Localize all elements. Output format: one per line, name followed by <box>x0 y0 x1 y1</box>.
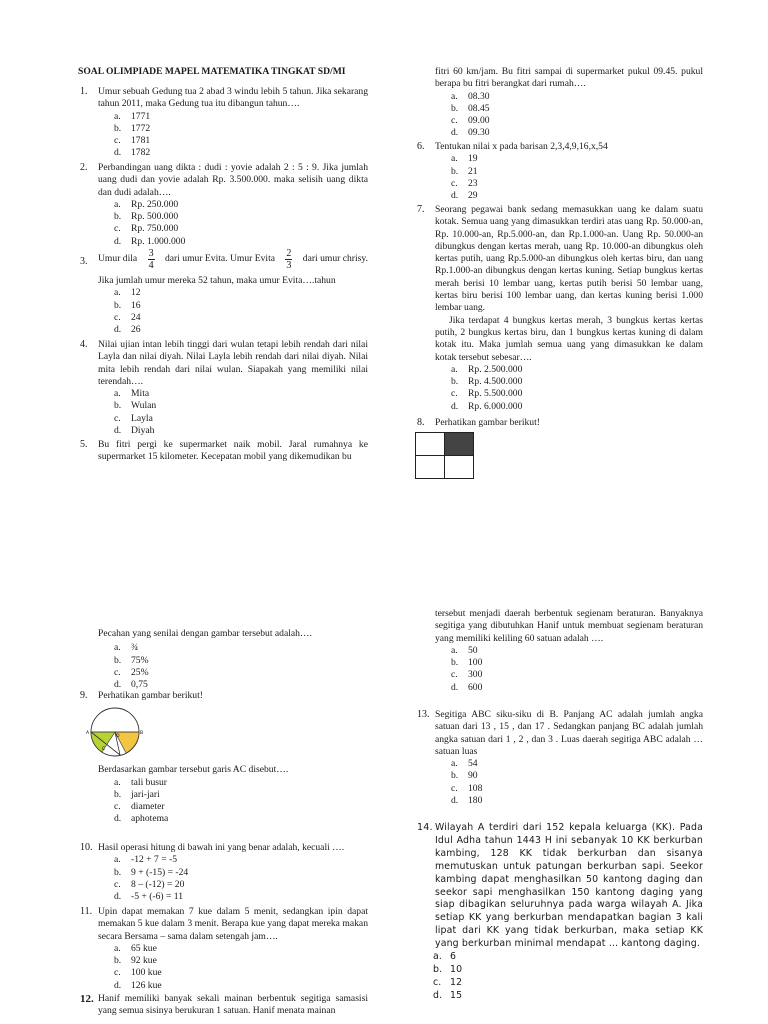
option-letter: d. <box>451 127 459 139</box>
question-text: Bu fitri pergi ke supermarket naik mobil. Jaral rumahnya ke supermarket 15 kilometer. Kecepatan mobil yang dikemudikan bu <box>98 439 368 463</box>
option-text: 54 <box>468 758 478 770</box>
option-text: Mita <box>131 388 150 400</box>
question-number: 13. <box>417 709 430 720</box>
option-text: 6 <box>450 951 457 963</box>
fraction-denominator: 3 <box>286 260 292 271</box>
option-d[interactable] <box>114 236 368 248</box>
question-text: Hanif memiliki banyak sekali mainan berbentuk segitiga samasisi yang semua sisinya berukuran 1 satuan. Hanif menata mainan <box>98 993 368 1017</box>
question-9 <box>78 690 368 826</box>
question-text-2: Jika terdapat 4 bungkus kertas merah, 3 bungkus kertas kertas putih, 2 bungkus kertas biru, dan 1 bungkus kertas kuning di dalam kotak itu. Maka jumlah semua uang yang dimasukkan ke dalam kotak tersebut sebesar…. <box>435 314 703 363</box>
page-title: SOAL OLIMPIADE MAPEL MATEMATIKA TINGKAT SD/MI <box>78 66 346 77</box>
option-text: Rp. 250.000 <box>131 198 179 210</box>
option-letter: c. <box>114 412 121 424</box>
options-list <box>451 645 703 694</box>
question-8-continuation <box>78 628 368 691</box>
question-4 <box>78 339 368 437</box>
fraction-two-thirds <box>285 248 292 271</box>
option-d[interactable] <box>451 401 703 413</box>
question-number: 12. <box>80 993 94 1005</box>
options-list <box>114 199 368 248</box>
option-a[interactable] <box>114 111 368 123</box>
question-number: 6. <box>417 141 425 152</box>
option-a[interactable] <box>114 642 368 654</box>
option-text: Rp. 5.500.000 <box>468 388 523 400</box>
option-text: 1781 <box>131 135 151 147</box>
question-number: 7. <box>417 204 425 215</box>
option-d[interactable] <box>114 891 368 903</box>
option-letter: c. <box>114 878 121 890</box>
options-list <box>451 91 703 140</box>
question-10 <box>78 842 368 903</box>
option-b[interactable] <box>451 166 703 178</box>
option-letter: d. <box>451 190 459 202</box>
option-c[interactable] <box>451 783 703 795</box>
option-letter: b. <box>451 770 459 782</box>
question-3 <box>78 248 368 336</box>
option-a[interactable] <box>451 153 703 165</box>
options-list <box>114 777 368 826</box>
option-text: 29 <box>468 190 478 202</box>
option-text: Layla <box>131 412 153 424</box>
option-letter: c. <box>114 223 121 235</box>
option-letter: d. <box>114 679 122 691</box>
option-text: Wulan <box>131 400 157 412</box>
option-text: 300 <box>468 669 483 681</box>
option-d[interactable] <box>451 127 703 139</box>
option-letter: d. <box>451 400 459 412</box>
fraction-grid-figure <box>415 432 474 479</box>
option-text: 100 <box>468 657 483 669</box>
options-list <box>114 642 368 691</box>
option-d[interactable] <box>114 980 368 992</box>
question-text: Umur sebuah Gedung tua 2 abad 3 windu lebih 5 tahun. Jika sekarang tahun 2011, maka Gedung tua itu dibangun tahun…. <box>98 86 368 110</box>
option-text: 180 <box>468 795 483 807</box>
option-text: 75% <box>131 654 149 666</box>
option-letter: c. <box>451 115 458 127</box>
grid-cell-empty <box>416 456 445 479</box>
question-1 <box>78 86 368 160</box>
option-d[interactable] <box>114 147 368 159</box>
option-b[interactable] <box>451 657 703 669</box>
question-12 <box>78 993 368 1018</box>
text-fragment: dari umur Evita. Umur Evita <box>164 253 275 265</box>
question-text: Perhatikan gambar berikut! <box>98 690 203 701</box>
option-c[interactable] <box>114 312 368 324</box>
option-text: 08.30 <box>468 90 490 102</box>
option-letter: b. <box>451 165 459 177</box>
option-c[interactable] <box>433 977 703 990</box>
option-text: Rp. 4.500.000 <box>468 376 523 388</box>
text-fragment: Umur dila <box>98 253 138 265</box>
label-a: A <box>86 731 90 736</box>
option-text: 24 <box>131 311 141 323</box>
question-6 <box>415 141 703 202</box>
option-text: 0,75 <box>131 679 148 691</box>
options-list <box>433 951 703 1003</box>
option-text: Rp. 750.000 <box>131 223 179 235</box>
option-text: 09.00 <box>468 115 490 127</box>
label-b: B <box>140 731 144 736</box>
option-letter: d. <box>114 891 122 903</box>
option-text: 1782 <box>131 147 151 159</box>
option-letter: d. <box>114 147 122 159</box>
option-letter: a. <box>114 287 121 299</box>
options-list <box>114 388 368 437</box>
fraction-numerator: 2 <box>286 248 292 259</box>
option-letter: a. <box>451 644 458 656</box>
option-letter: c. <box>451 388 458 400</box>
option-letter: a. <box>451 758 458 770</box>
option-letter: d. <box>433 989 443 1001</box>
option-c[interactable] <box>451 388 703 400</box>
question-text-2: Berdasarkan gambar tersebut garis AC disebut…. <box>98 764 289 776</box>
option-letter: d. <box>451 681 459 693</box>
option-b[interactable] <box>114 211 368 223</box>
option-text: Diyah <box>131 425 155 437</box>
option-d[interactable] <box>114 324 368 336</box>
question-text: Hasil operasi hitung di bawah ini yang benar adalah, kecuali …. <box>98 842 345 853</box>
option-text: aphotema <box>131 813 169 825</box>
option-letter: b. <box>114 654 122 666</box>
option-b[interactable] <box>114 867 368 879</box>
question-text: Perbandingan uang dikta : dudi : yovie adalah 2 : 5 : 9. Jika jumlah uang dudi dan yovie adalah Rp. 3.500.000. maka selisih uang dikta dan dudi adalah…. <box>98 162 368 198</box>
question-text: tersebut menjadi daerah berbentuk segienam beraturan. Banyaknya segitiga yang dibutuhkan Hanif untuk membuat segienam beraturan yang memiliki keliling 60 satuan adalah …. <box>435 608 703 644</box>
option-b[interactable] <box>451 770 703 782</box>
fraction-denominator: 4 <box>148 260 154 271</box>
option-text: 126 kue <box>131 979 162 991</box>
options-list <box>114 854 368 903</box>
question-number: 14. <box>417 822 433 833</box>
option-text: -5 + (-6) = 11 <box>131 891 184 903</box>
question-text <box>98 248 368 271</box>
option-text: 10 <box>450 963 463 975</box>
option-c[interactable] <box>114 667 368 679</box>
option-c[interactable] <box>451 178 703 190</box>
option-letter: b. <box>451 376 459 388</box>
option-letter: a. <box>114 388 121 400</box>
option-letter: a. <box>433 951 443 963</box>
option-d[interactable] <box>451 682 703 694</box>
option-a[interactable] <box>451 364 703 376</box>
option-b[interactable] <box>114 955 368 967</box>
option-letter: c. <box>451 782 458 794</box>
option-letter: b. <box>114 211 122 223</box>
option-letter: a. <box>114 854 121 866</box>
option-text: 12 <box>131 287 141 299</box>
option-text: 9 + (-15) = -24 <box>131 866 189 878</box>
question-text-2: Jika jumlah umur mereka 52 tahun, maka umur Evita….tahun <box>98 275 336 286</box>
question-text: Segitiga ABC siku-siku di B. Panjang AC adalah jumlah angka satuan dari 13 , 15 , dan 17 . Sedangkan panjang BC adalah jumlah angka satuan dari 1 , 2 , dan 3 . Luas daerah segitiga ABC adalah … satuan luas <box>435 709 703 757</box>
option-c[interactable] <box>114 801 368 813</box>
text-fragment: dari umur chrisy. <box>302 253 368 265</box>
option-text: 65 kue <box>131 942 157 954</box>
option-text: 15 <box>450 989 463 1001</box>
option-text: 108 <box>468 782 483 794</box>
question-text: Wilayah A terdiri dari 152 kepala keluarga (KK). Pada Idul Adha tahun 1443 H ini sebanyak 10 KK berkurban kambing, 128 KK tidak berkurban dan sisanya memutuskan untuk patungan berkurban sapi. Seekor kambing dapat menghasilkan 50 kantong daging dan seekor sapi menghasilkan 150 kantong daging yang siap dibagikan seluruhnya pada warga wilayah A. Jika setiap KK yang berkurban mendapatkan bagian 3 kali lipat dari KK yang tidak berkurban, maka setiap KK yang berkurban minimal mendapat … kantong daging. <box>435 822 703 950</box>
option-letter: c. <box>114 666 121 678</box>
option-letter: a. <box>451 153 458 165</box>
question-11 <box>78 906 368 992</box>
question-13 <box>415 709 703 807</box>
left-column <box>78 66 368 1017</box>
option-text: tali busur <box>131 776 167 788</box>
option-letter: a. <box>114 198 121 210</box>
question-text: Seorang pegawai bank sedang memasukkan uang ke dalam suatu kotak. Semua uang yang dimasukkan terdiri atas uang Rp. 50.000-an, Rp. 10.000-an, Rp.5.000-an, dan Rp.1.000-an. Uang Rp. 50.000-an dibungkus dengan kertas merah, uang Rp. 10.000-an dibungkus oleh kertas putih, uang Rp.5.000-an dibungkus oleh kertas biru, dan uang Rp.1.000-an dibungkus dengan kertas kuning. Setiap bungkus kertas merah berisi 10 lembar uang, kertas putih berisi 50 lembar uang, kertas biru berisi 100 lembar uang, dan kertas kuning berisi 1.000 lembar uang. <box>435 204 703 314</box>
options-list <box>451 758 703 807</box>
question-number: 8. <box>417 417 425 428</box>
option-text: Rp. 2.500.000 <box>468 363 523 375</box>
option-text: 25% <box>131 666 149 678</box>
option-a[interactable] <box>114 943 368 955</box>
option-letter: a. <box>114 776 121 788</box>
option-text: 08.45 <box>468 102 490 114</box>
option-text: 1771 <box>131 110 151 122</box>
question-text: Perhatikan gambar berikut! <box>435 417 540 428</box>
question-8 <box>415 417 703 429</box>
question-number: 3. <box>80 256 88 267</box>
option-letter: d. <box>451 795 459 807</box>
fraction-numerator: 3 <box>148 248 154 259</box>
option-text: Rp. 500.000 <box>131 211 179 223</box>
option-text: ¾ <box>131 642 139 654</box>
fraction-three-quarters <box>148 248 155 271</box>
option-text: 09.30 <box>468 127 490 139</box>
question-number: 5. <box>80 439 88 450</box>
option-d[interactable] <box>451 190 703 202</box>
options-list <box>451 153 703 202</box>
option-a[interactable] <box>433 951 703 964</box>
option-text: 92 kue <box>131 955 157 967</box>
option-b[interactable] <box>114 789 368 801</box>
option-letter: d. <box>114 324 122 336</box>
option-c[interactable] <box>451 115 703 127</box>
option-c[interactable] <box>114 967 368 979</box>
option-letter: c. <box>114 135 121 147</box>
grid-cell-shaded <box>445 433 474 456</box>
option-text: 90 <box>468 770 478 782</box>
option-text: 600 <box>468 681 483 693</box>
option-text: 100 kue <box>131 967 162 979</box>
option-text: -12 + 7 = -5 <box>131 854 177 866</box>
option-text: 12 <box>450 976 463 988</box>
option-b[interactable] <box>451 103 703 115</box>
option-b[interactable] <box>451 376 703 388</box>
option-letter: b. <box>433 963 443 975</box>
option-letter: c. <box>114 801 121 813</box>
question-5 <box>78 439 368 464</box>
question-text: Tentukan nilai x pada barisan 2,3,4,9,16,x,54 <box>435 141 608 152</box>
options-list <box>451 364 703 413</box>
option-letter: b. <box>114 866 122 878</box>
option-b[interactable] <box>114 300 368 312</box>
option-c[interactable] <box>114 879 368 891</box>
options-list <box>114 943 368 992</box>
option-a[interactable] <box>451 91 703 103</box>
option-d[interactable] <box>433 990 703 1003</box>
options-list <box>114 287 368 336</box>
grid-cell-empty <box>445 456 474 479</box>
option-letter: d. <box>114 813 122 825</box>
option-letter: a. <box>451 90 458 102</box>
option-text: jari-jari <box>131 788 160 800</box>
option-letter: a. <box>114 642 121 654</box>
option-text: Rp. 6.000.000 <box>468 400 523 412</box>
option-letter: a. <box>114 110 121 122</box>
option-text: diameter <box>131 801 165 813</box>
option-letter: c. <box>433 976 442 988</box>
label-c: C <box>102 747 106 752</box>
option-text: 16 <box>131 299 141 311</box>
option-letter: b. <box>451 657 459 669</box>
option-text: 21 <box>468 165 478 177</box>
option-b[interactable] <box>114 400 368 412</box>
option-a[interactable] <box>114 777 368 789</box>
option-b[interactable] <box>114 655 368 667</box>
option-letter: a. <box>451 363 458 375</box>
option-d[interactable] <box>114 425 368 437</box>
option-letter: b. <box>114 955 122 967</box>
option-text: 50 <box>468 644 478 656</box>
option-letter: b. <box>451 102 459 114</box>
question-text: fitri 60 km/jam. Bu fitri sampai di supermarket pukul 09.45. pukul berapa bu fitri berangkat dari rumah…. <box>435 66 703 90</box>
option-letter: c. <box>451 669 458 681</box>
option-c[interactable] <box>451 669 703 681</box>
question-text: Pecahan yang senilai dengan gambar tersebut adalah…. <box>98 628 312 639</box>
option-text: 8 – (-12) = 20 <box>131 878 185 890</box>
question-5-continuation <box>415 66 703 140</box>
option-b[interactable] <box>114 123 368 135</box>
option-b[interactable] <box>433 964 703 977</box>
question-number: 10. <box>80 842 93 853</box>
option-letter: a. <box>114 942 121 954</box>
question-text: Upin dapat memakan 7 kue dalam 5 menit, sedangkan ipin dapat memakan 5 kue dalam 3 menit. Berapa kue yang dapat mereka makan secara Bersama – sama dalam setengah jam…. <box>98 906 368 942</box>
option-text: 19 <box>468 153 478 165</box>
option-letter: c. <box>451 177 458 189</box>
option-text: 26 <box>131 324 141 336</box>
options-list <box>114 111 368 160</box>
question-2 <box>78 162 368 248</box>
option-letter: c. <box>114 967 121 979</box>
option-a[interactable] <box>114 199 368 211</box>
option-a[interactable] <box>114 854 368 866</box>
option-c[interactable] <box>114 413 368 425</box>
option-text: Rp. 1.000.000 <box>131 235 186 247</box>
grid-cell-empty <box>416 433 445 456</box>
question-number: 11. <box>80 906 93 917</box>
option-letter: b. <box>114 299 122 311</box>
option-d[interactable] <box>451 795 703 807</box>
question-number: 4. <box>80 339 88 350</box>
option-a[interactable] <box>451 758 703 770</box>
option-a[interactable] <box>114 287 368 299</box>
option-letter: b. <box>114 400 122 412</box>
option-letter: b. <box>114 122 122 134</box>
option-c[interactable] <box>114 135 368 147</box>
option-letter: d. <box>114 235 122 247</box>
question-text: Nilai ujian intan lebih tinggi dari wulan tetapi lebih rendah dari nilai Layla dan nilai diyah. Nilai Layla lebih rendah dari nilai diyah. Nilai mita lebih rendah dari nilai wulan. Siapakah yang memiliki nilai terendah…. <box>98 339 368 387</box>
question-number: 2. <box>80 162 88 173</box>
question-7 <box>415 204 703 413</box>
option-text: 23 <box>468 177 478 189</box>
option-d[interactable] <box>114 813 368 825</box>
circle-diagram <box>84 706 146 758</box>
option-letter: c. <box>114 311 121 323</box>
option-a[interactable] <box>451 645 703 657</box>
option-letter: d. <box>114 425 122 437</box>
question-number: 9. <box>80 690 88 701</box>
option-c[interactable] <box>114 223 368 235</box>
question-12-continuation <box>415 608 703 694</box>
label-o: O <box>116 734 120 739</box>
question-14 <box>415 822 703 1003</box>
question-number: 1. <box>80 86 88 97</box>
option-text: 1772 <box>131 122 151 134</box>
option-letter: b. <box>114 788 122 800</box>
option-letter: d. <box>114 979 122 991</box>
option-a[interactable] <box>114 388 368 400</box>
